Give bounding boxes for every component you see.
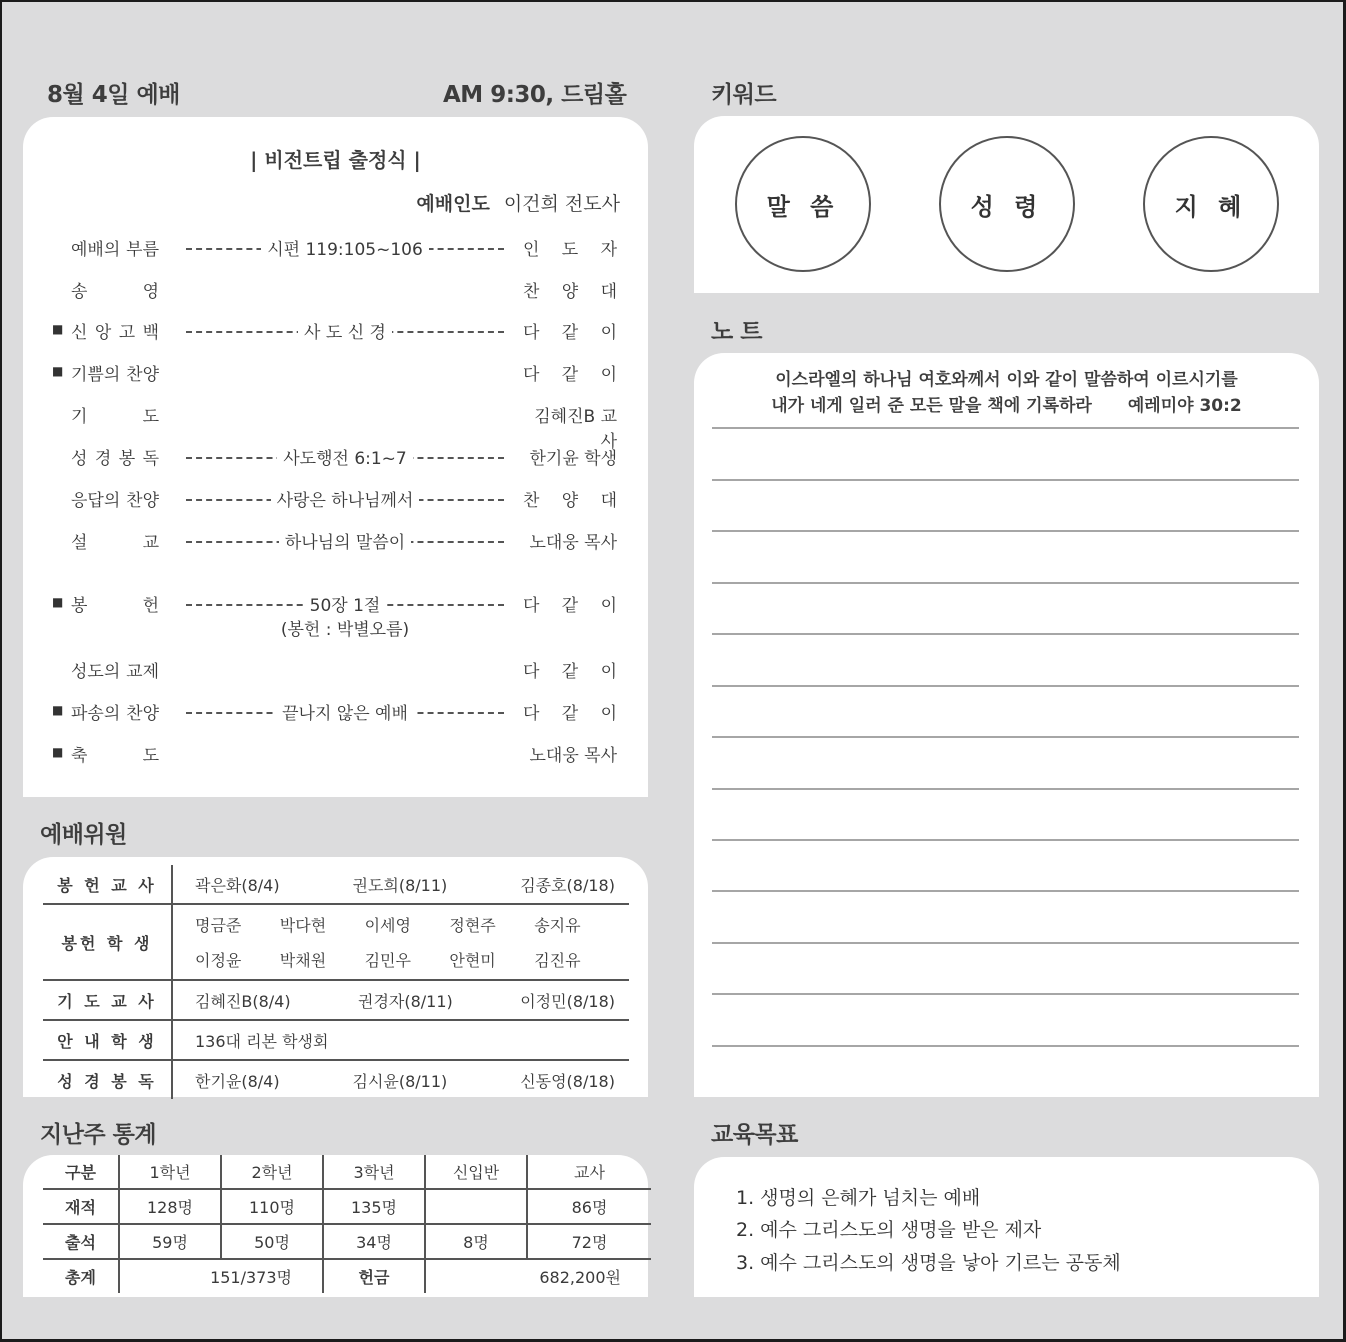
stats-cell: 135명	[323, 1189, 425, 1224]
committee-member: 한기윤(8/4)	[195, 1071, 280, 1091]
order-item-label: 축 도	[71, 746, 159, 766]
note-line	[712, 633, 1299, 635]
order-item-label: 성도의 교제	[71, 662, 159, 682]
stats-cell: 50명	[221, 1224, 323, 1259]
order-item-detail: 사도행전 6:1~7	[277, 449, 413, 469]
committee-member: 이정민(8/18)	[520, 991, 615, 1011]
committee-member: 신동영(8/18)	[520, 1071, 615, 1091]
committee-member: 권경자(8/11)	[358, 991, 453, 1011]
order-item-detail: 끝나지 않은 예배	[276, 704, 414, 724]
order-item-performer: 다 같 이	[523, 323, 617, 343]
order-item-performer: 노대웅 목사	[529, 746, 617, 766]
table-row	[43, 1155, 651, 1189]
order-item	[23, 235, 648, 263]
committee-panel	[23, 857, 648, 1097]
keyword-circle: 말 씀	[735, 136, 871, 272]
stats-header: 구분	[43, 1155, 119, 1189]
notes-heading: 노 트	[711, 319, 762, 345]
order-item	[23, 741, 648, 769]
goals-panel	[694, 1157, 1319, 1297]
order-item-detail: 50장 1절	[304, 596, 387, 616]
goal-item: 2. 예수 그리스도의 생명을 받은 제자	[736, 1219, 1042, 1241]
committee-role: 봉 헌 교 사	[43, 865, 172, 904]
committee-member: 이세영	[364, 916, 411, 935]
table-row	[43, 865, 629, 904]
order-item	[23, 528, 648, 556]
note-line	[712, 685, 1299, 687]
note-line	[712, 993, 1299, 995]
stats-header: 3학년	[323, 1155, 425, 1189]
bullet-square-icon: ■	[52, 595, 64, 609]
order-item-label: 기쁨의 찬양	[71, 365, 159, 385]
note-line	[712, 788, 1299, 790]
committee-role: 안 내 학 생	[43, 1020, 172, 1060]
keywords-heading: 키워드	[711, 82, 777, 108]
order-item-performer: 한기윤 학생	[529, 449, 617, 469]
order-item-detail: 사 도 신 경	[298, 323, 392, 343]
stats-cell: 8명	[425, 1224, 527, 1259]
stats-cell: 86명	[527, 1189, 651, 1224]
order-item-label: 파송의 찬양	[71, 704, 159, 724]
stats-cell: 72명	[527, 1224, 651, 1259]
committee-role: 봉헌 학 생	[43, 904, 172, 980]
keyword-circle: 지 혜	[1143, 136, 1279, 272]
stats-total-label: 총계	[43, 1259, 119, 1293]
order-item-label: 봉 헌	[71, 596, 159, 616]
service-time-place: AM 9:30, 드림홀	[443, 82, 627, 108]
order-item	[23, 402, 648, 452]
stats-cell	[425, 1189, 527, 1224]
table-row	[43, 980, 629, 1020]
stats-cell: 34명	[323, 1224, 425, 1259]
note-line	[712, 942, 1299, 944]
stats-cell: 110명	[221, 1189, 323, 1224]
committee-member: 박채원	[279, 951, 327, 970]
order-item-label: 설 교	[71, 533, 159, 553]
order-item-label: 송 영	[71, 282, 159, 302]
worship-leader-label: 예배인도	[416, 193, 490, 215]
goal-item: 3. 예수 그리스도의 생명을 낳아 기르는 공동체	[736, 1252, 1121, 1274]
stats-header: 신입반	[425, 1155, 527, 1189]
committee-member: 명금준	[195, 916, 242, 935]
order-item-performer: 김혜진B 교사	[534, 407, 617, 452]
order-item-label: 성 경 봉 독	[71, 449, 159, 469]
note-line	[712, 839, 1299, 841]
order-item-label: 응답의 찬양	[71, 491, 159, 511]
order-item-performer: 다 같 이	[523, 365, 617, 385]
committee-member: 김혜진B(8/4)	[195, 991, 291, 1011]
committee-member: 김민우	[364, 951, 411, 970]
stats-cell: 출석	[43, 1224, 119, 1259]
table-row	[43, 1259, 651, 1293]
order-item-performer: 다 같 이	[523, 704, 617, 724]
keywords-panel	[694, 116, 1319, 293]
stats-cell: 128명	[119, 1189, 221, 1224]
note-line	[712, 890, 1299, 892]
stats-heading: 지난주 통계	[40, 1122, 157, 1148]
stats-header: 1학년	[119, 1155, 221, 1189]
bullet-square-icon: ■	[52, 745, 64, 759]
note-line	[712, 1045, 1299, 1047]
order-item	[23, 486, 648, 514]
worship-leader	[416, 189, 620, 216]
order-item-detail: 하나님의 말씀이	[279, 533, 411, 553]
table-row	[43, 1020, 629, 1060]
committee-table	[43, 865, 629, 1099]
committee-member: 곽은화(8/4)	[195, 875, 280, 895]
committee-member: 136대 리본 학생회	[195, 1031, 329, 1051]
committee-member: 송지유	[534, 916, 581, 935]
stats-header: 2학년	[221, 1155, 323, 1189]
goal-item: 1. 생명의 은혜가 넘치는 예배	[736, 1187, 981, 1209]
committee-heading: 예배위원	[40, 822, 127, 848]
offering-note: (봉헌 : 박별오름)	[280, 620, 410, 640]
order-item-detail: 시편 119:105~106	[261, 240, 429, 260]
committee-member: 박다현	[279, 916, 327, 935]
order-item-performer: 다 같 이	[523, 662, 617, 682]
order-item-performer: 다 같 이	[523, 596, 617, 616]
note-line	[712, 427, 1299, 429]
scripture-verse-line2	[694, 393, 1319, 420]
stats-total-value: 151/373명	[119, 1259, 323, 1293]
order-item	[23, 699, 648, 727]
service-date-heading: 8월 4일 예배	[47, 82, 180, 108]
bullet-square-icon: ■	[52, 364, 64, 378]
committee-member: 김종호(8/18)	[520, 875, 615, 895]
order-item-performer: 찬 양 대	[523, 282, 617, 302]
keyword-circle: 성 령	[939, 136, 1075, 272]
bullet-square-icon: ■	[52, 703, 64, 717]
worship-leader-name: 이건희 전도사	[503, 193, 620, 215]
note-line	[712, 479, 1299, 481]
stats-cell: 재적	[43, 1189, 119, 1224]
stats-offering-value: 682,200원	[539, 1268, 621, 1287]
committee-member: 김시윤(8/11)	[352, 1071, 448, 1091]
order-item-performer: 노대웅 목사	[529, 533, 617, 553]
scripture-verse-text: 내가 네게 일러 준 모든 말을 책에 기록하라	[771, 396, 1092, 416]
order-item-label: 신 앙 고 백	[71, 323, 159, 343]
order-item	[23, 277, 648, 305]
committee-member: 안현미	[449, 951, 496, 970]
note-line	[712, 530, 1299, 532]
committee-role: 성 경 봉 독	[43, 1060, 172, 1099]
committee-member: 정현주	[449, 916, 496, 935]
stats-cell: 59명	[119, 1224, 221, 1259]
committee-member: 이정윤	[195, 951, 242, 970]
table-row	[43, 904, 629, 980]
table-row	[43, 1189, 651, 1224]
order-item	[23, 318, 648, 346]
committee-member: 김진유	[534, 951, 581, 970]
order-item-label: 기 도	[71, 407, 159, 427]
order-item-detail: 사랑은 하나님께서	[271, 491, 420, 511]
stats-offering-label: 헌금	[323, 1259, 425, 1293]
order-of-worship-panel	[23, 117, 648, 797]
order-item	[23, 360, 648, 388]
committee-member: 권도희(8/11)	[352, 875, 448, 895]
order-item-performer: 인 도 자	[523, 240, 617, 260]
stats-panel	[23, 1155, 648, 1297]
stats-header: 교사	[527, 1155, 651, 1189]
scripture-reference: 예레미야 30:2	[1127, 396, 1242, 416]
service-title: | 비전트립 출정식 |	[250, 148, 421, 172]
order-item-label: 예배의 부름	[71, 240, 159, 260]
scripture-verse-line1: 이스라엘의 하나님 여호와께서 이와 같이 말씀하여 이르시기를	[775, 370, 1238, 390]
bullet-square-icon: ■	[52, 322, 64, 336]
goals-heading: 교육목표	[711, 1122, 798, 1148]
notes-panel	[694, 353, 1319, 1097]
order-item	[23, 657, 648, 685]
note-line	[712, 582, 1299, 584]
order-item	[23, 444, 648, 472]
table-row	[43, 1224, 651, 1259]
committee-role: 기 도 교 사	[43, 980, 172, 1020]
table-row	[43, 1060, 629, 1099]
note-line	[712, 736, 1299, 738]
stats-table	[43, 1155, 651, 1293]
order-item-performer: 찬 양 대	[523, 491, 617, 511]
